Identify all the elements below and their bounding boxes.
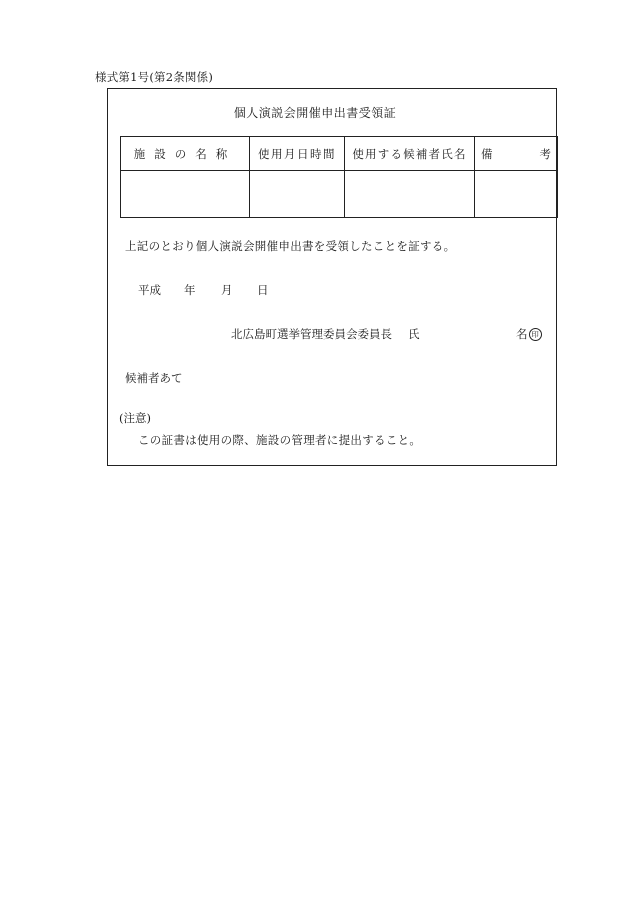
header-usage-datetime: 使用月日時間 — [250, 137, 345, 171]
seal-mark-icon: 印 — [529, 328, 542, 341]
header-facility-name: 施設の名称 — [121, 137, 250, 171]
cell-remarks — [475, 171, 558, 218]
table-header-row — [121, 137, 558, 171]
date-era: 平成 — [138, 283, 161, 297]
form-number: 様式第1号(第2条関係) — [95, 70, 214, 84]
date-year-label: 年 — [184, 283, 196, 297]
cell-candidate-name — [345, 171, 475, 218]
cell-usage-datetime — [250, 171, 345, 218]
date-day-label: 日 — [257, 283, 269, 297]
addressee: 候補者あて — [125, 371, 183, 385]
issuer-name-label-left: 氏 — [408, 327, 420, 341]
table-row — [121, 171, 558, 218]
cell-facility-name — [121, 171, 250, 218]
document-title: 個人演説会開催申出書受領証 — [233, 106, 397, 120]
header-candidate-name: 使用する候補者氏名 — [345, 137, 475, 171]
certification-text: 上記のとおり個人演説会開催申出書を受領したことを証する。 — [125, 239, 456, 253]
header-remarks: 備考 — [475, 137, 558, 171]
date-month-label: 月 — [221, 283, 233, 297]
notes-heading: (注意) — [119, 411, 151, 425]
notes-text: この証書は使用の際、施設の管理者に提出すること。 — [138, 433, 422, 447]
issuer-name-label-right: 名 印 — [516, 326, 542, 342]
issuer-title: 北広島町選挙管理委員会委員長 — [231, 327, 392, 341]
facility-usage-table — [120, 136, 558, 218]
